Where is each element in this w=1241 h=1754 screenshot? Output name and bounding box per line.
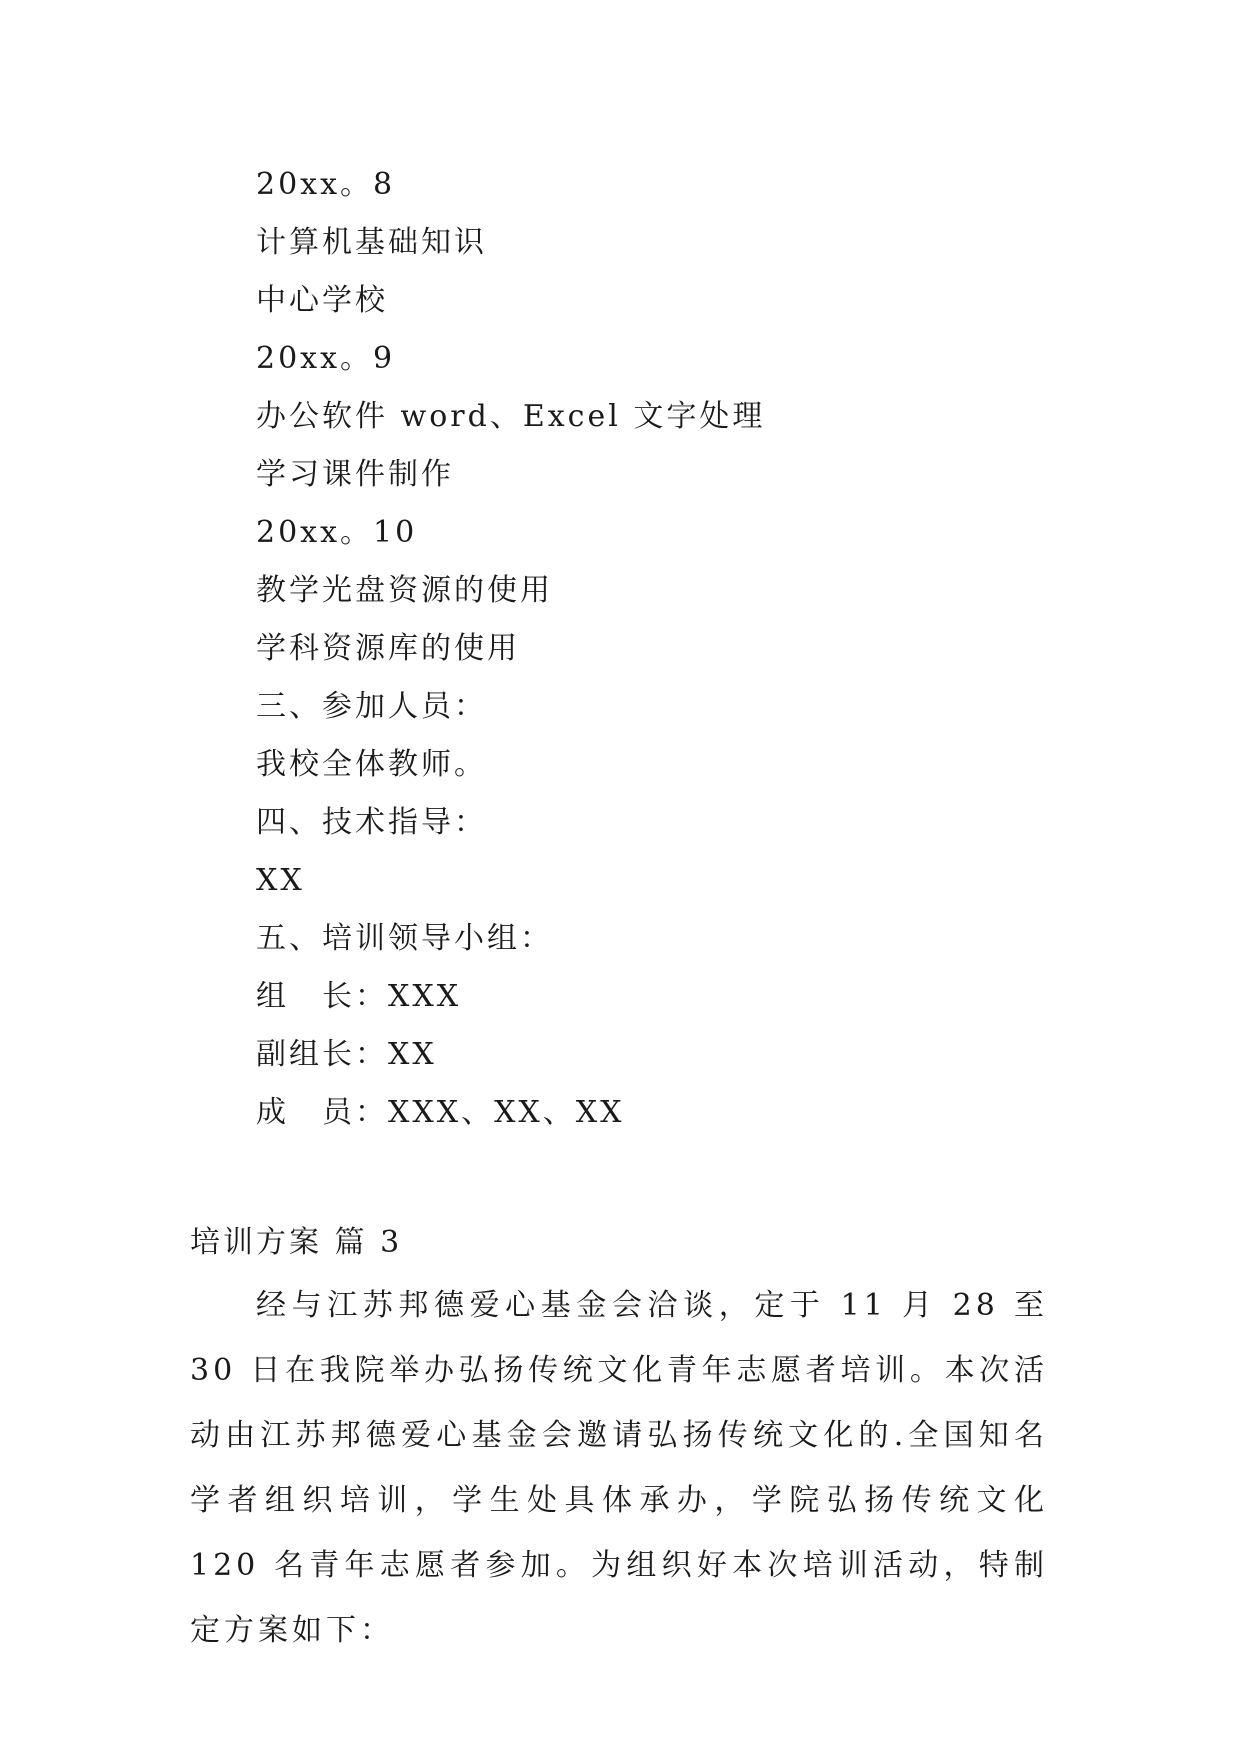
list-line: 三、参加人员： — [256, 689, 487, 724]
list-line: 20xx。9 — [256, 341, 396, 376]
list-line: 成 员：XXX、XX、XX — [256, 1095, 625, 1130]
list-line: 20xx。8 — [256, 167, 396, 202]
list-line: XX — [256, 863, 305, 898]
list-line: 我校全体教师。 — [256, 747, 487, 782]
list-line: 副组长：XX — [256, 1037, 437, 1072]
list-line: 四、技术指导： — [256, 805, 487, 840]
list-line: 计算机基础知识 — [256, 225, 487, 260]
list-line: 办公软件 word、Excel 文字处理 — [256, 399, 766, 434]
list-line: 五、培训领导小组： — [256, 921, 553, 956]
list-line: 20xx。10 — [256, 515, 418, 550]
list-line: 中心学校 — [256, 283, 388, 318]
schedule-list — [256, 156, 1056, 1142]
list-line: 教学光盘资源的使用 — [256, 573, 553, 608]
list-line: 组 长：XXX — [256, 979, 462, 1014]
list-line: 学习课件制作 — [256, 457, 454, 492]
section-title: 培训方案 篇 3 — [190, 1225, 403, 1260]
list-line: 学科资源库的使用 — [256, 631, 520, 666]
body-paragraph: 经与江苏邦德爱心基金会洽谈，定于 11 月 28 至 30 日在我院举办弘扬传统文化青年志愿者培训。本次活动由江苏邦德爱心基金会邀请弘扬传统文化的.全国知名学者组织培训，学生处具体承办，学院弘扬传统文化 120 名青年志愿者参加。为组织好本次培训活动，特制定方案如下： — [190, 1288, 1048, 1648]
